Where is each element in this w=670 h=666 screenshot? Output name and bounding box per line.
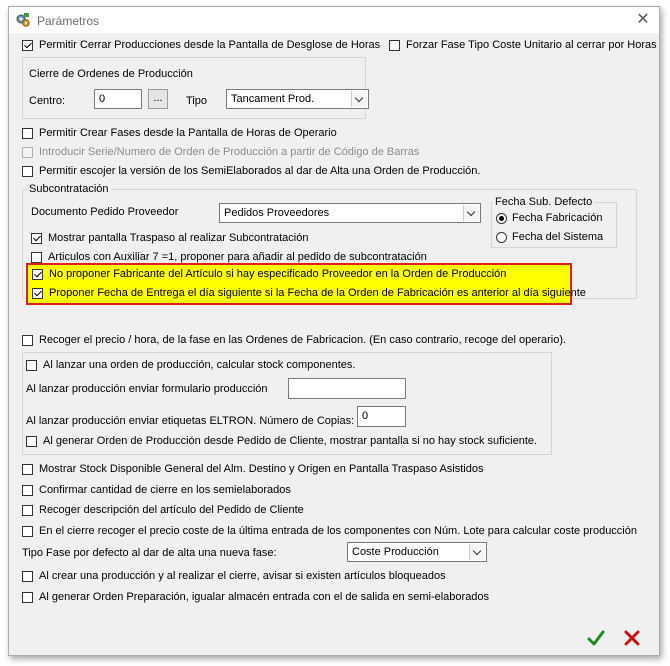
fecha-sub-title: Fecha Sub. Defecto: [495, 196, 593, 208]
confirmar-cantidad-label: Confirmar cantidad de cierre en los semielaborados: [39, 484, 291, 496]
window-title: Parámetros: [37, 14, 100, 28]
no-proponer-label: No proponer Fabricante del Artículo si hay especificado Proveedor en la Orden de Producción: [49, 268, 507, 280]
gears-icon: [15, 12, 31, 28]
checkmark-icon: [587, 629, 605, 647]
forzar-fase-checkbox[interactable]: [389, 40, 400, 51]
serie-numero-label: Introducir Serie/Numero de Orden de Producción a partir de Código de Barras: [39, 146, 420, 158]
cierre-group: [22, 57, 366, 119]
fecha-sistema-label: Fecha del Sistema: [512, 231, 604, 243]
no-proponer-checkbox[interactable]: [32, 269, 43, 280]
doc-pedido-value: Pedidos Proveedores: [224, 207, 330, 219]
articulos-aux-label: Articulos con Auxiliar 7 =1, proponer para añadir al pedido de subcontratación: [48, 251, 427, 263]
centro-browse-button[interactable]: ...: [148, 89, 168, 109]
generar-orden-checkbox[interactable]: [26, 436, 37, 447]
tipo-fase-label: Tipo Fase por defecto al dar de alta una nueva fase:: [22, 547, 277, 559]
subcontratacion-title: Subcontratación: [29, 183, 109, 195]
tipo-select[interactable]: [226, 89, 369, 109]
formulario-input[interactable]: [288, 378, 406, 399]
cierre-precio-checkbox[interactable]: [22, 526, 33, 537]
recoger-descripcion-checkbox[interactable]: [22, 505, 33, 516]
fecha-fabricacion-radio[interactable]: [496, 213, 507, 224]
serie-numero-checkbox[interactable]: [22, 147, 33, 158]
recoger-descripcion-label: Recoger descripción del artículo del Pedido de Cliente: [39, 504, 304, 516]
proponer-fecha-checkbox[interactable]: [32, 288, 43, 299]
generar-preparacion-label: Al generar Orden Preparación, igualar almacén entrada con el de salida en semi-elaborados: [39, 591, 490, 603]
enviar-etiquetas-label: Al lanzar producción enviar etiquetas ELTRON. Número de Copias:: [26, 415, 355, 427]
doc-pedido-label: Documento Pedido Proveedor: [31, 206, 179, 218]
mostrar-traspaso-label: Mostrar pantalla Traspaso al realizar Subcontratación: [48, 232, 309, 244]
articulos-aux-checkbox[interactable]: [31, 252, 42, 263]
generar-orden-label: Al generar Orden de Producción desde Pedido de Cliente, mostrar pantalla si no hay stock suficiente.: [43, 435, 538, 447]
cancel-button[interactable]: [623, 629, 645, 651]
permitir-cerrar-checkbox[interactable]: [22, 40, 33, 51]
centro-input[interactable]: [94, 89, 142, 109]
chevron-down-icon: [469, 544, 485, 560]
centro-label: Centro:: [29, 95, 66, 107]
crear-produccion-checkbox[interactable]: [22, 571, 33, 582]
copias-input[interactable]: [357, 406, 406, 427]
parametros-window: [8, 6, 660, 656]
permitir-cerrar-label: Permitir Cerrar Producciones desde la Pantalla de Desglose de Horas: [39, 39, 381, 51]
forzar-fase-label: Forzar Fase Tipo Coste Unitario al cerrar por Horas: [406, 39, 657, 51]
tipo-fase-value: Coste Producción: [352, 546, 439, 558]
mostrar-stock-label: Mostrar Stock Disponible General del Alm. Destino y Origen en Pantalla Traspaso Asistidos: [39, 463, 484, 475]
close-button[interactable]: [633, 10, 653, 30]
tipo-fase-select[interactable]: [347, 542, 487, 562]
mostrar-traspaso-checkbox[interactable]: [31, 233, 42, 244]
proponer-fecha-label: Proponer Fecha de Entrega el día siguiente si la Fecha de la Orden de Fabricación es anterior al día siguiente: [49, 287, 586, 299]
ok-button[interactable]: [587, 629, 609, 651]
centro-value: 0: [99, 93, 106, 105]
x-icon: [623, 629, 641, 647]
escoger-version-label: Permitir escojer la versión de los SemiElaborados al dar de Alta una Orden de Producción.: [39, 165, 481, 177]
cierre-precio-label: En el cierre recoger el precio coste de la última entrada de los componentes con Núm. Lote para calcular coste producción: [39, 525, 637, 537]
calcular-stock-checkbox[interactable]: [26, 360, 37, 371]
title-bar: [9, 7, 659, 33]
recoger-precio-label: Recoger el precio / hora, de la fase en las Ordenes de Fabricacion. (En caso contrario, recoge del operario).: [39, 334, 567, 346]
generar-preparacion-checkbox[interactable]: [22, 592, 33, 603]
crear-produccion-label: Al crear una producción y al realizar el cierre, avisar si existen artículos bloqueados: [39, 570, 446, 582]
mostrar-stock-checkbox[interactable]: [22, 464, 33, 475]
doc-pedido-select[interactable]: [219, 203, 481, 223]
copias-value: 0: [362, 410, 369, 422]
crear-fases-label: Permitir Crear Fases desde la Pantalla de Horas de Operario: [39, 127, 337, 139]
recoger-precio-checkbox[interactable]: [22, 335, 33, 346]
close-icon: ✕: [636, 11, 650, 28]
confirmar-cantidad-checkbox[interactable]: [22, 485, 33, 496]
cierre-group-title: Cierre de Ordenes de Producción: [29, 68, 193, 80]
tipo-value: Tancament Prod.: [231, 93, 315, 105]
crear-fases-checkbox[interactable]: [22, 128, 33, 139]
enviar-formulario-label: Al lanzar producción enviar formulario producción: [26, 383, 268, 395]
escoger-version-checkbox[interactable]: [22, 166, 33, 177]
tipo-label: Tipo: [186, 95, 207, 107]
fecha-sistema-radio[interactable]: [496, 232, 507, 243]
calcular-stock-label: Al lanzar una orden de producción, calcular stock componentes.: [43, 359, 356, 371]
chevron-down-icon: [351, 91, 367, 107]
fecha-fabricacion-label: Fecha Fabricación: [512, 212, 603, 224]
chevron-down-icon: [463, 205, 479, 221]
